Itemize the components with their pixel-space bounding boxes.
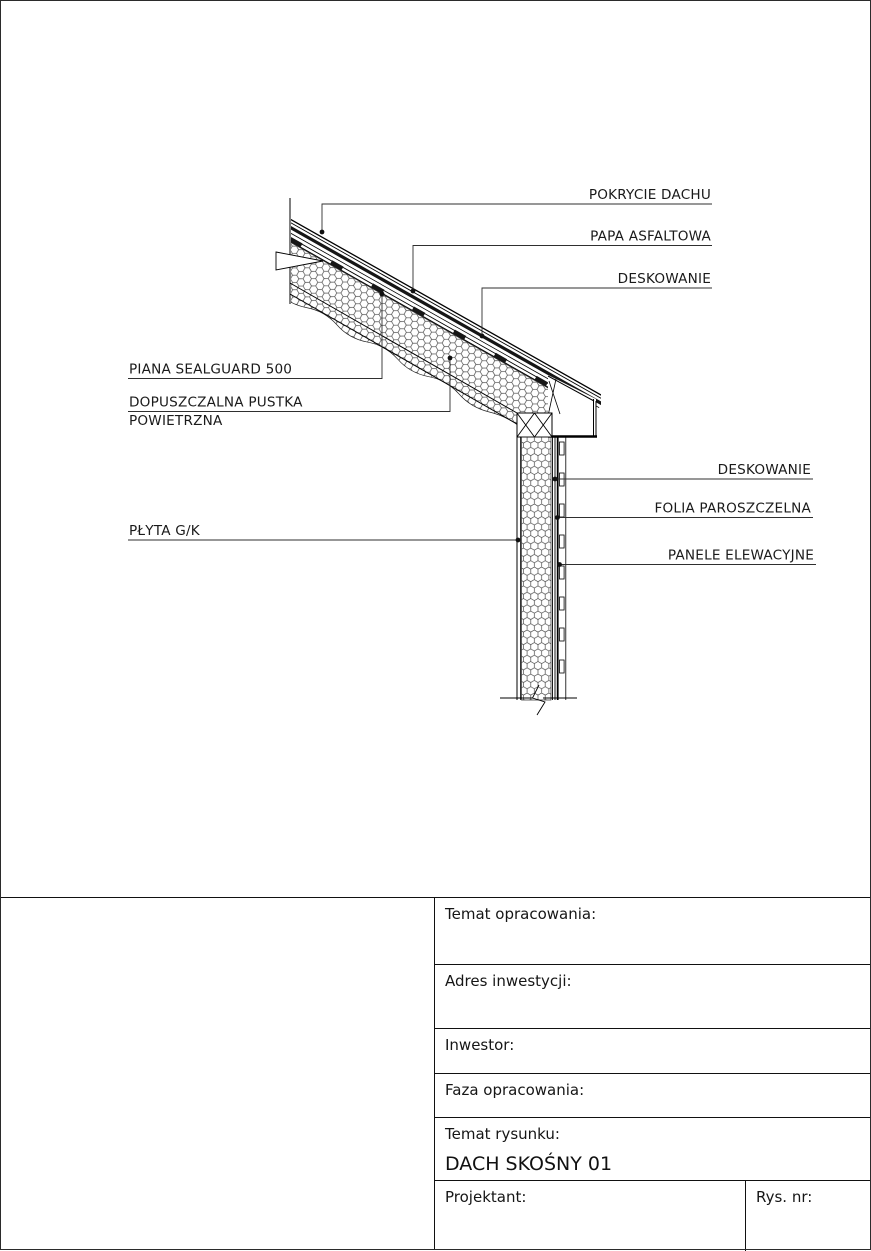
row-projektant (435, 1181, 871, 1251)
label-panele-elewacyjne: PANELE ELEWACYJNE (667, 547, 814, 564)
label-plyta-gk: PŁYTA G/K (129, 523, 200, 539)
label-papa-asfaltowa: PAPA ASFALTOWA (590, 228, 711, 245)
temat-rysunku-label: Temat rysunku: (445, 1125, 560, 1143)
row-faza-opracowania (435, 1074, 871, 1118)
inwestor-label: Inwestor: (445, 1036, 515, 1054)
row-adres-inwestycji (435, 965, 871, 1029)
title-block-empty-cell (0, 898, 435, 1250)
title-block (0, 897, 871, 1250)
rys-nr-label: Rys. nr: (756, 1188, 813, 1206)
projektant-label: Projektant: (445, 1188, 527, 1206)
rys-nr-cell (745, 1181, 871, 1251)
wall-foam-insulation (522, 437, 552, 700)
temat-opracowania-label: Temat opracowania: (445, 905, 597, 923)
faza-opracowania-label: Faza opracowania: (445, 1081, 585, 1099)
ceiling-board-line (290, 283, 517, 413)
row-temat-opracowania (435, 898, 871, 965)
eaves-detail (548, 375, 597, 437)
row-inwestor (435, 1029, 871, 1074)
facade-battens (560, 442, 565, 673)
label-pokrycie-dachu: POKRYCIE DACHU (588, 187, 711, 203)
wall-top-plate (517, 413, 552, 437)
label-piana-sealguard: PIANA SEALGUARD 500 (129, 361, 293, 378)
label-deskowanie-top: DESKOWANIE (617, 271, 711, 287)
roof-battens (289, 237, 589, 409)
adres-inwestycji-label: Adres inwestycji: (445, 972, 572, 990)
wall-assembly (517, 436, 566, 700)
row-temat-rysunku (435, 1118, 871, 1181)
label-pustka-line2: POWIETRZNA (129, 413, 223, 429)
label-folia-paroszczelna: FOLIA PAROSZCZELNA (654, 500, 811, 517)
label-deskowanie-right: DESKOWANIE (717, 462, 811, 478)
projektant-cell (435, 1181, 745, 1251)
label-pustka-line1: DOPUSZCZALNA PUSTKA (129, 394, 303, 411)
drawing-title: DACH SKOŚNY 01 (445, 1153, 613, 1175)
